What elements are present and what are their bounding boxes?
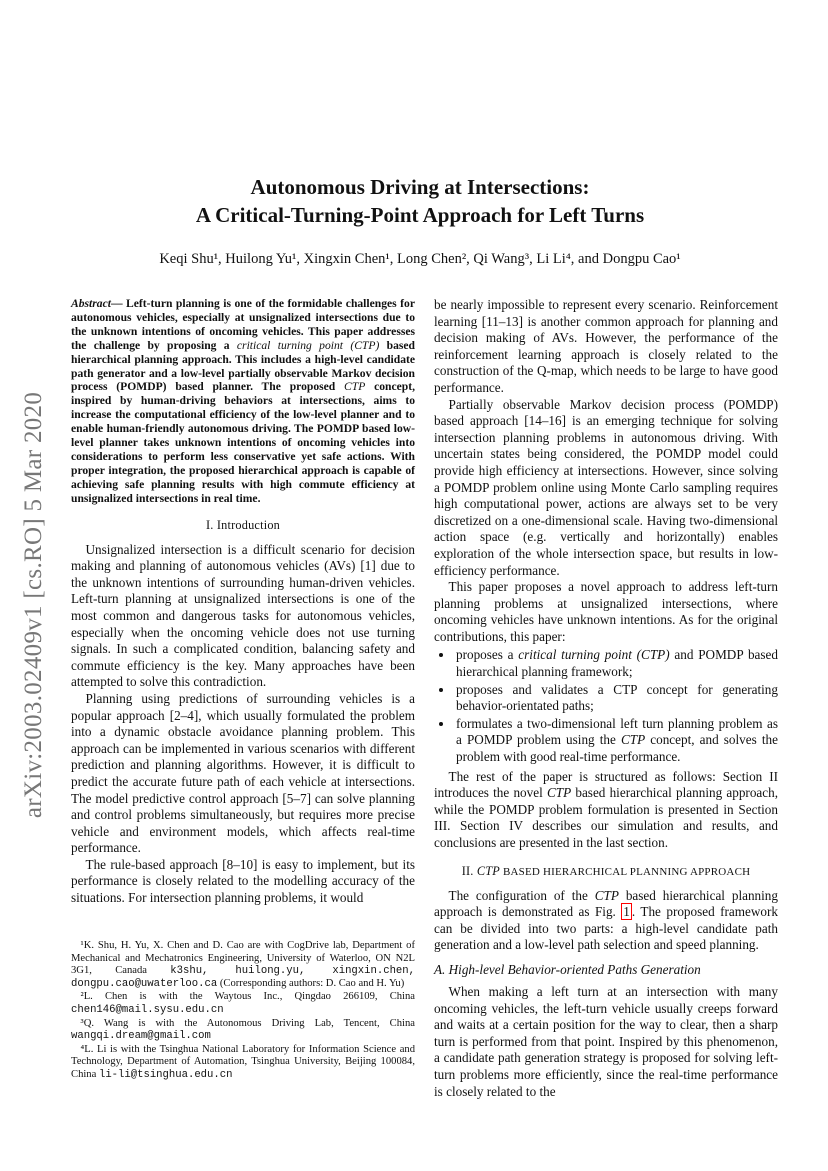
contribution-list (434, 647, 778, 765)
footnote-1: ¹K. Shu, H. Yu, X. Chen and D. Cao are with CogDrive lab, Department of Mechanical and Mechatronics Engineering, University of Waterloo, ON N2L 3G1, Canada k3shu, huilong.yu, xingxin.chen, dongpu.cao@uwaterloo.ca (Corresponding authors: D. Cao and H. Yu) (71, 940, 415, 990)
abstract-ctp-phrase: critical turning point (CTP) (236, 338, 380, 352)
title-line-1: Autonomous Driving at Intersections: (250, 175, 590, 199)
subsection-a-paragraph-1: When making a left turn at an intersection with many oncoming vehicles, the left-turn vehicle usually creeps forward and waits at a certain position for the way to clear, then a sharp turn is performed from that point. Inspired by this phenomenon, a candidate path generation strategy is proposed for solving left-turn problems more efficiently, since the real-time performance is closely related to the (434, 983, 778, 1099)
arxiv-identifier: arXiv:2003.02409v1 [cs.RO] 5 Mar 2020 (20, 391, 48, 819)
right-paragraph-1: be nearly impossible to represent every scenario. Reinforcement learning [11–13] is another common approach for planning and decision making of AVs. However, the performance of the reinforcement learning approach is closely related to the construction of the Q-map, which needs to be large to have good performance. (434, 297, 778, 395)
right-paragraph-2: Partially observable Markov decision process (POMDP) based approach [14–16] is an emerging technique for solving intersection planning problems in autonomous driving. With uncertain states being considered, the POMDP model could provide high efficiency at intersections. However, since solving a POMDP problem online using Monte Carlo sampling requires high computational power, actions are always set to be very discretized on a one-dimensional scale. Having two-dimensional action space (e.g. vertically and horizontally) enables exploration of the whole intersection space, but results in low-efficiency performance. (434, 396, 778, 578)
footnote-3: ³Q. Wang is with the Autonomous Driving Lab, Tencent, China wangqi.dream@gmail.com (71, 1017, 415, 1043)
contribution-item: • proposes and validates a CTP concept for generating behavior-orientated paths; (454, 682, 778, 715)
subsection-heading-a: A. High-level Behavior-oriented Paths Generation (434, 961, 701, 977)
footnote-4: ⁴L. Li is with the Tsinghua National Laboratory for Information Science and Technology, Department of Automation, Tsinghua University, Beijing 100084, China li-li@tsinghua.edu.cn (71, 1043, 415, 1081)
footnote-3-email[interactable]: wangqi.dream@gmail.com (71, 1030, 211, 1043)
author-list: Keqi Shu¹, Huilong Yu¹, Xingxin Chen¹, Long Chen², Qi Wang³, Li Li⁴, and Dongpu Cao¹ (159, 251, 681, 267)
right-column (434, 297, 778, 1100)
contribution-item: • proposes a critical turning point (CTP) and POMDP based hierarchical planning framework; (454, 647, 778, 680)
footnote-2: ²L. Chen is with the Waytous Inc., Qingdao 266109, China chen146@mail.sysu.edu.cn (71, 991, 415, 1016)
abstract: Abstract— Left-turn planning is one of the formidable challenges for autonomous vehicles, especially at unsignalized intersections due to the unknown intentions of oncoming vehicles. This paper addresses the challenge by proposing a critical turning point (CTP) based hierarchical planning approach. This includes a high-level candidate path generator and a low-level partially observable Markov decision process (POMDP) based planner. The proposed CTP concept, inspired by human-driving behaviors at intersections, aims to increase the computational efficiency of the low-level planner and to enable human-friendly autonomous driving. The POMDP based low-level planner takes unknown intentions of oncoming vehicles into considerations to perform less conservative yet safe actions. With proper integration, the proposed hierarchical approach is capable of achieving safe planning results with high commute efficiency at unsignalized intersections in real time. (71, 297, 416, 505)
footnote-4-email[interactable]: li-li@tsinghua.edu.cn (98, 1068, 233, 1081)
intro-paragraph-3: The rule-based approach [8–10] is easy to implement, but its performance is closely related to the modelling accuracy of the situations. For intersection planning problems, it would (71, 856, 415, 906)
section-heading-introduction: I. Introduction (205, 517, 281, 532)
section-heading-2: II. CTP BASED HIERARCHICAL PLANNING APPROACH (461, 863, 751, 878)
paper-title (80, 173, 760, 229)
right-paragraph-4: The rest of the paper is structured as follows: Section II introduces the novel CTP based hierarchical planning approach, while the POMDP problem formulation is presented in Section III. Section IV describes our simulation and results, and conclusions are presented in the last section. (434, 768, 779, 850)
footnotes (71, 940, 415, 1083)
right-paragraph-3: This paper proposes a novel approach to address left-turn planning problems at unsignalized intersections, where oncoming vehicles have unknown intentions. As for the original contributions, this paper: (434, 579, 778, 644)
abstract-lead: Abstract (71, 297, 111, 310)
footnote-1-emails[interactable]: k3shu, huilong.yu, xingxin.chen, dongpu.cao@uwaterloo.ca (71, 965, 415, 990)
contribution-item: • formulates a two-dimensional left turn planning problem as a POMDP problem using the CTP concept, and solves the problem with good real-time performance. (454, 716, 778, 766)
figure-1-link[interactable]: 1 (623, 904, 630, 920)
intro-paragraph-1: Unsignalized intersection is a difficult scenario for decision making and planning of autonomous vehicles (AVs) [1] due to the unknown intentions of surrounding human-driven vehicles. Left-turn planning at unsignalized intersections is one of the most common and dangerous tasks for autonomous vehicles, especially when the oncoming vehicle does not use turning signals. In such a complicated condition, balancing safety and commute efficiency is the key. Many approaches have been attempted to solve this contradiction. (71, 541, 415, 690)
footnote-2-email[interactable]: chen146@mail.sysu.edu.cn (71, 1003, 224, 1016)
intro-paragraph-2: Planning using predictions of surrounding vehicles is a popular approach [2–4], which usually formulated the problem into a dynamic obstacle avoidance planning problem. This approach can be implemented in various scenarios with different prediction and planning algorithms. However, it is difficult to predict the accurate future path of each vehicle at intersections. The model predictive control approach [5–7] can solve planning and control problems simultaneously, but requires more precise vehicle and environment models, which affects real-time performance. (71, 690, 415, 856)
section-2-paragraph-1: The configuration of the CTP based hierarchical planning approach is demonstrated as Fig. 1 . The proposed framework can be divided into two parts: a high-level candidate path generation and a low-level path selection and speed planning. (434, 887, 778, 953)
title-line-2: A Critical-Turning-Point Approach for Left Turns (195, 203, 645, 227)
arxiv-sidebar (14, 365, 54, 845)
left-column (71, 297, 415, 907)
